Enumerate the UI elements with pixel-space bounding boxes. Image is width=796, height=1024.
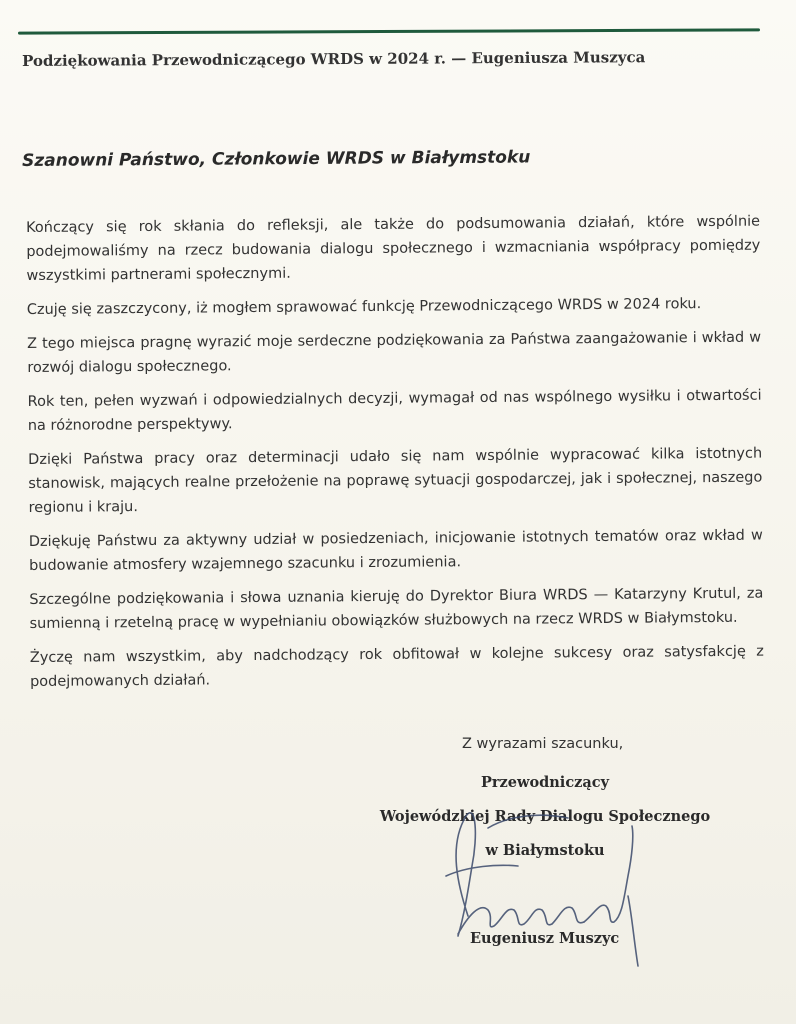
signatory-title-line: w Białymstoku [485, 842, 605, 859]
signatory-title-line: Przewodniczący [480, 774, 610, 791]
letter-body [26, 210, 764, 704]
signatory-name: Eugeniusz Muszyc [470, 930, 620, 947]
salutation: Szanowni Państwo, Członkowie WRDS w Białymstoku [22, 147, 531, 171]
document-header: Podziękowania Przewodniczącego WRDS w 2024 r. — Eugeniusza Muszyca [22, 48, 646, 70]
closing-phrase: Z wyrazami szacunku, [462, 736, 624, 752]
paragraph: Z tego miejsca pragnę wyrazić moje serdeczne podziękowania za Państwa zaangażowanie i wkład w rozwój dialogu społecznego. [27, 329, 762, 376]
paragraph: Kończący się rok skłania do refleksji, ale także do podsumowania działań, które wspólnie podejmowaliśmy na rzecz budowania dialogu społecznego i wzmacniania współpracy pomiędzy wszystkimi partnerami społecznymi. [26, 213, 761, 284]
header-rule [18, 28, 760, 34]
paragraph: Życzę nam wszystkim, aby nadchodzący rok obfitował w kolejne sukcesy oraz satysfakcję z podejmowanych działań. [29, 643, 764, 690]
paragraph: Rok ten, pełen wyzwań i odpowiedzialnych decyzji, wymagał od nas wspólnego wysiłku i otwartości na różnorodne perspektywy. [27, 387, 762, 434]
paragraph: Szczególne podziękowania i słowa uznania kieruję do Dyrektor Biura WRDS — Katarzyny Krutul, za sumienną i rzetelną pracę w wypełnianiu obowiązków służbowych na rzecz WRDS w Białymstoku. [29, 585, 764, 632]
paragraph: Dziękuję Państwu za aktywny udział w posiedzeniach, inicjowanie istotnych tematów oraz wkład w budowanie atmosfery wzajemnego szacunku i zrozumienia. [28, 527, 763, 574]
paragraph: Dzięki Państwa pracy oraz determinacji udało się nam wspólnie wypracować kilka istotnych stanowisk, mających realne przełożenie na poprawę sytuacji gospodarczej, jak i społecznej, naszego regionu i kraju. [28, 445, 763, 516]
signatory-title-line: Wojewódzkiej Rady Dialogu Społecznego [379, 808, 711, 825]
paragraph: Czuję się zaszczycony, iż mogłem sprawować funkcję Przewodniczącego WRDS w 2024 roku. [26, 296, 702, 318]
signatory-title [340, 766, 750, 868]
